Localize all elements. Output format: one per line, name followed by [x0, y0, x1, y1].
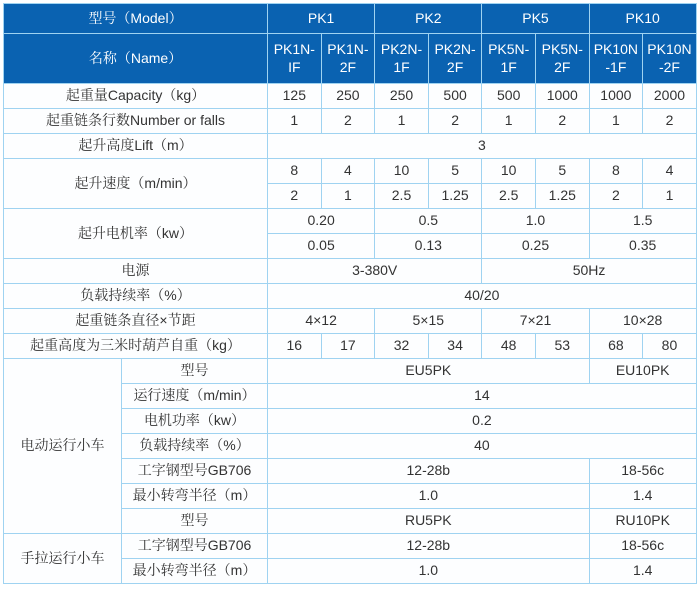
spec-value-cell: 4×12: [268, 309, 375, 334]
spec-value-cell: 80: [643, 334, 697, 359]
row-label: 最小转弯半径（m）: [122, 559, 268, 584]
row-label: 起重高度为三米时葫芦自重（kg）: [4, 334, 268, 359]
table-body: [4, 84, 697, 584]
spec-value-cell: 1.4: [589, 559, 696, 584]
table-row: [4, 534, 697, 559]
spec-value-cell: 1.25: [428, 184, 482, 209]
spec-value-cell: 2.5: [375, 184, 429, 209]
name-column-header: PK10N-1F: [589, 34, 643, 84]
spec-value-cell: 1: [643, 184, 697, 209]
spec-value-cell: 2: [428, 109, 482, 134]
spec-value-cell: 2: [535, 109, 589, 134]
row-label: 起重量Capacity（kg）: [4, 84, 268, 109]
spec-value-cell: 8: [589, 159, 643, 184]
spec-value-cell: 0.5: [375, 209, 482, 234]
table-row: [4, 109, 697, 134]
model-column-header: PK1: [268, 4, 375, 34]
spec-value-cell: RU5PK: [268, 509, 590, 534]
spec-value-cell: 53: [535, 334, 589, 359]
spec-value-cell: 1: [375, 109, 429, 134]
row-label: 负载持续率（%）: [122, 434, 268, 459]
model-column-header: PK10: [589, 4, 696, 34]
spec-value-cell: 0.25: [482, 234, 589, 259]
spec-value-cell: 1.25: [535, 184, 589, 209]
table-header: [4, 4, 697, 84]
row-label: 电机功率（kw）: [122, 409, 268, 434]
spec-value-cell: 4: [321, 159, 375, 184]
row-label: 负载持续率（%）: [4, 284, 268, 309]
spec-value-cell: 0.20: [268, 209, 375, 234]
spec-value-cell: 2.5: [482, 184, 536, 209]
spec-value-cell: 1.4: [589, 484, 696, 509]
spec-value-cell: 12-28b: [268, 459, 590, 484]
spec-value-cell: 5: [428, 159, 482, 184]
spec-value-cell: 1.0: [268, 559, 590, 584]
spec-value-cell: 18-56c: [589, 534, 696, 559]
spec-value-cell: 14: [268, 384, 697, 409]
spec-value-cell: 1: [589, 109, 643, 134]
spec-value-cell: 4: [643, 159, 697, 184]
model-header-label: 型号（Model）: [4, 4, 268, 34]
spec-value-cell: 0.35: [589, 234, 696, 259]
spec-value-cell: 0.2: [268, 409, 697, 434]
table-row: [4, 359, 697, 384]
table-row: [4, 134, 697, 159]
row-label: 型号: [122, 359, 268, 384]
spec-value-cell: EU10PK: [589, 359, 696, 384]
spec-value-cell: 2: [643, 109, 697, 134]
spec-value-cell: 1.0: [268, 484, 590, 509]
row-label: 起升速度（m/min）: [4, 159, 268, 209]
group-label: 手拉运行小车: [4, 534, 122, 584]
spec-value-cell: 1000: [589, 84, 643, 109]
spec-value-cell: 3: [268, 134, 697, 159]
row-label: 起升高度Lift（m）: [4, 134, 268, 159]
row-label: 工字钢型号GB706: [122, 459, 268, 484]
spec-value-cell: 48: [482, 334, 536, 359]
name-column-header: PK10N-2F: [643, 34, 697, 84]
spec-value-cell: 40/20: [268, 284, 697, 309]
name-header-label: 名称（Name）: [4, 34, 268, 84]
spec-value-cell: 7×21: [482, 309, 589, 334]
row-label: 工字钢型号GB706: [122, 534, 268, 559]
spec-value-cell: 125: [268, 84, 322, 109]
spec-value-cell: 40: [268, 434, 697, 459]
spec-value-cell: 500: [428, 84, 482, 109]
spec-value-cell: 5: [535, 159, 589, 184]
name-column-header: PK1N-IF: [268, 34, 322, 84]
spec-value-cell: 2: [268, 184, 322, 209]
spec-value-cell: 1: [482, 109, 536, 134]
spec-value-cell: 10: [375, 159, 429, 184]
spec-value-cell: 250: [321, 84, 375, 109]
name-column-header: PK5N-1F: [482, 34, 536, 84]
row-label: 起升电机率（kw）: [4, 209, 268, 259]
row-label: 最小转弯半径（m）: [122, 484, 268, 509]
row-label: 起重链条直径×节距: [4, 309, 268, 334]
spec-value-cell: 16: [268, 334, 322, 359]
model-column-header: PK2: [375, 4, 482, 34]
model-column-header: PK5: [482, 4, 589, 34]
spec-value-cell: 34: [428, 334, 482, 359]
table-row: [4, 259, 697, 284]
name-column-header: PK1N-2F: [321, 34, 375, 84]
spec-value-cell: 2: [321, 109, 375, 134]
row-label: 运行速度（m/min）: [122, 384, 268, 409]
spec-value-cell: 1: [321, 184, 375, 209]
table-row: [4, 309, 697, 334]
spec-value-cell: 1.0: [482, 209, 589, 234]
table-row: [4, 334, 697, 359]
spec-value-cell: 0.05: [268, 234, 375, 259]
spec-value-cell: 1000: [535, 84, 589, 109]
spec-value-cell: 12-28b: [268, 534, 590, 559]
spec-value-cell: 32: [375, 334, 429, 359]
spec-value-cell: 68: [589, 334, 643, 359]
spec-value-cell: 1: [268, 109, 322, 134]
spec-value-cell: 3-380V: [268, 259, 482, 284]
spec-value-cell: 50Hz: [482, 259, 696, 284]
table-row: [4, 284, 697, 309]
spec-value-cell: 18-56c: [589, 459, 696, 484]
name-column-header: PK2N-1F: [375, 34, 429, 84]
row-label: 型号: [122, 509, 268, 534]
table-row: [4, 209, 697, 234]
spec-value-cell: EU5PK: [268, 359, 590, 384]
group-label: 电动运行小车: [4, 359, 122, 534]
spec-value-cell: 2: [589, 184, 643, 209]
spec-table: [3, 3, 697, 584]
spec-value-cell: 10×28: [589, 309, 696, 334]
spec-value-cell: 2000: [643, 84, 697, 109]
name-column-header: PK5N-2F: [535, 34, 589, 84]
spec-value-cell: 1.5: [589, 209, 696, 234]
spec-value-cell: 0.13: [375, 234, 482, 259]
row-label: 电源: [4, 259, 268, 284]
spec-value-cell: 8: [268, 159, 322, 184]
table-row: [4, 84, 697, 109]
row-label: 起重链条行数Number or falls: [4, 109, 268, 134]
spec-value-cell: 10: [482, 159, 536, 184]
spec-value-cell: RU10PK: [589, 509, 696, 534]
table-row: [4, 159, 697, 184]
spec-value-cell: 250: [375, 84, 429, 109]
spec-value-cell: 500: [482, 84, 536, 109]
spec-value-cell: 5×15: [375, 309, 482, 334]
name-column-header: PK2N-2F: [428, 34, 482, 84]
spec-value-cell: 17: [321, 334, 375, 359]
